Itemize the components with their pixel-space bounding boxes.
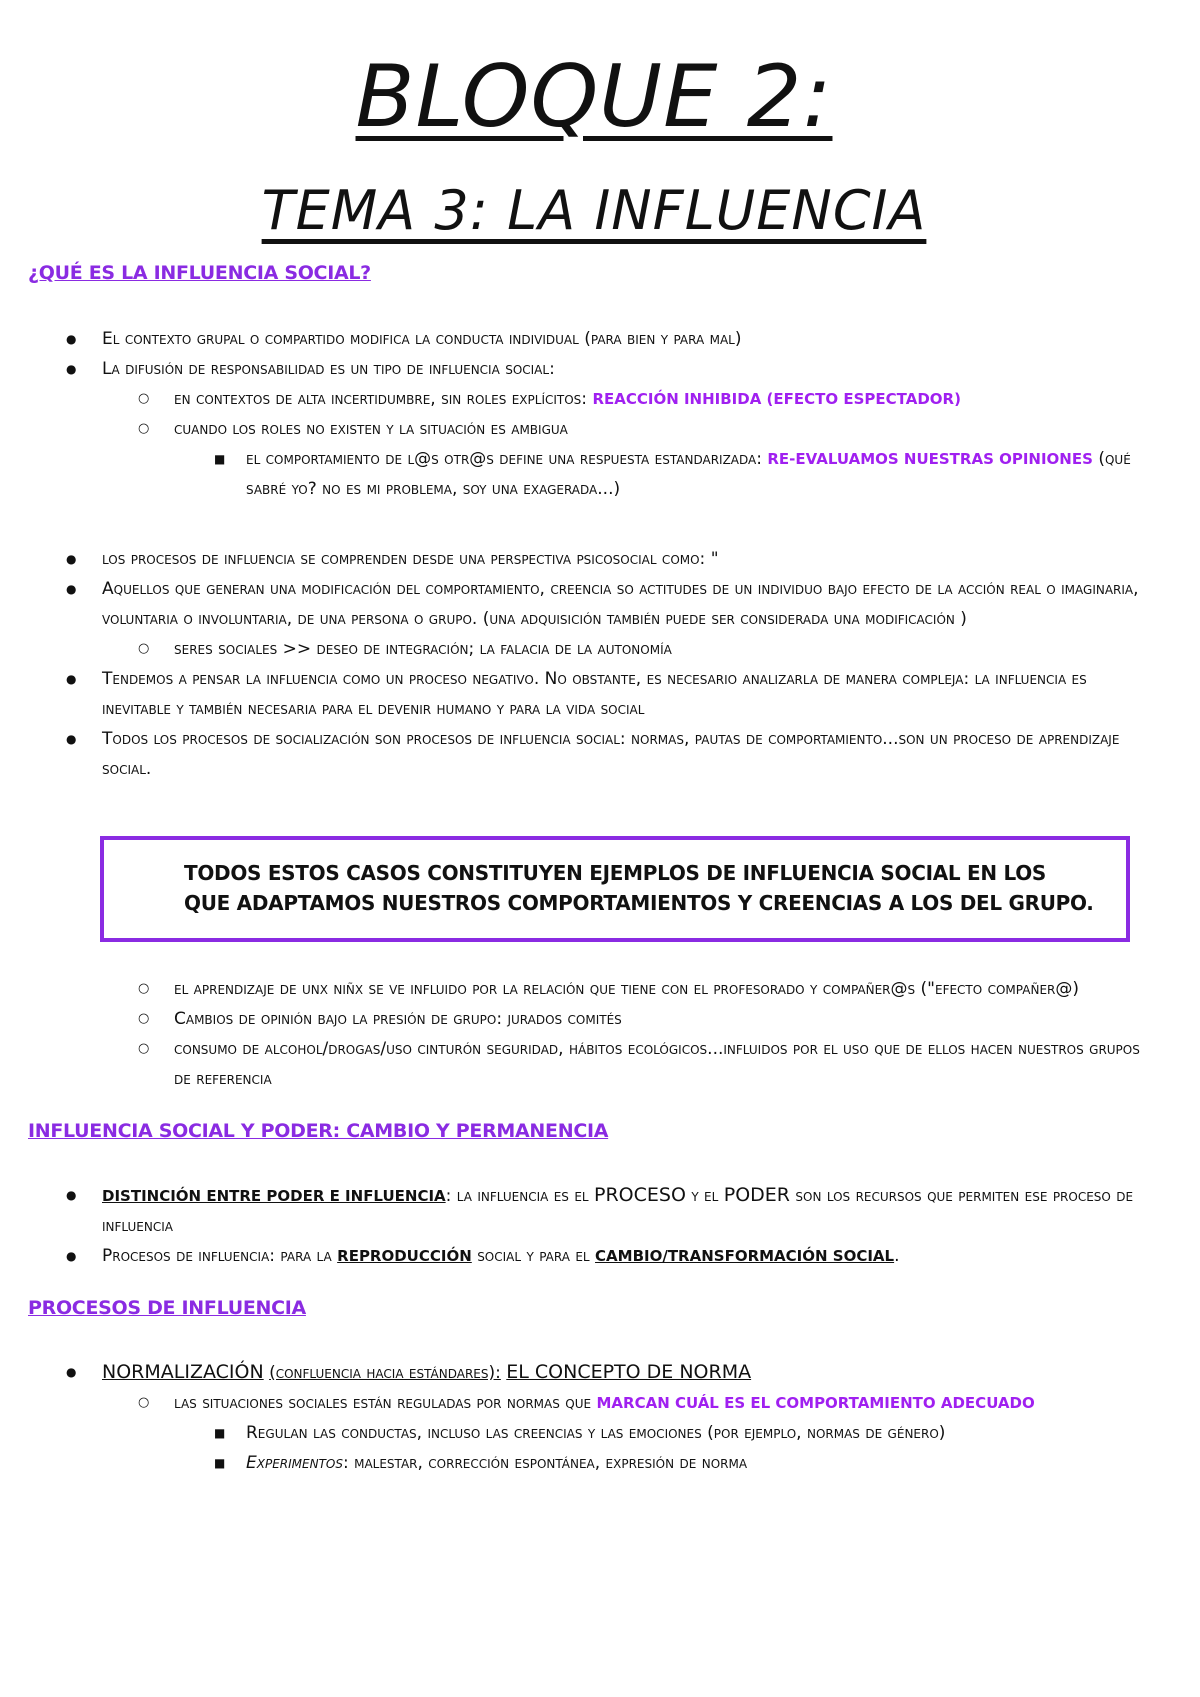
page-subtitle: TEMA 3: LA INFLUENCIA (261, 179, 927, 242)
list-item: ○ el aprendizaje de unx niñx se ve influido por la relación que tiene con el profesorado y compañer@s ("efecto compañer@) (28, 974, 1160, 1004)
list-item: ■ Experimentos: malestar, corrección espontánea, expresión de norma (28, 1448, 1160, 1478)
section-heading-procesos: PROCESOS DE INFLUENCIA (28, 1297, 306, 1319)
list-ejemplos (28, 974, 1160, 1094)
list-influencia-social (28, 324, 1160, 504)
highlight-text: MARCAN CUÁL ES EL COMPORTAMIENTO ADECUADO (596, 1394, 1035, 1412)
list-item: ○ seres sociales >> deseo de integración; la falacia de la autonomía (28, 634, 1160, 664)
list-poder (28, 1180, 1160, 1271)
list-item: ● Todos los procesos de socialización son procesos de influencia social: normas, pautas de comportamiento...son un proceso de aprendizaje social. (28, 724, 1160, 784)
list-item: ○ en contextos de alta incertidumbre, sin roles explícitos: REACCIÓN INHIBIDA (EFECTO ESPECTADOR) (28, 384, 1160, 414)
section-heading-que-es: ¿QUÉ ES LA INFLUENCIA SOCIAL? (28, 262, 371, 284)
page-title: BLOQUE 2: (355, 47, 833, 147)
list-item: ○ las situaciones sociales están reguladas por normas que MARCAN CUÁL ES EL COMPORTAMIENTO ADECUADO (28, 1388, 1160, 1418)
highlight-text: REACCIÓN INHIBIDA (EFECTO ESPECTADOR) (592, 390, 961, 408)
list-procesos (28, 1357, 1160, 1478)
list-item: ● DISTINCIÓN ENTRE PODER E INFLUENCIA: la influencia es el PROCESO y el PODER son los recursos que permiten ese proceso de influencia (28, 1180, 1160, 1241)
list-item: ● los procesos de influencia se comprenden desde una perspectiva psicosocial como: " (28, 544, 1160, 574)
list-item: ○ cuando los roles no existen y la situación es ambigua (28, 414, 1160, 444)
list-item: ○ consumo de alcohol/drogas/uso cinturón seguridad, hábitos ecológicos...influidos por el uso que de ellos hacen nuestros grupos de referencia (28, 1034, 1160, 1094)
list-item: ● Tendemos a pensar la influencia como un proceso negativo. No obstante, es necesario analizarla de manera compleja: la influencia es inevitable y también necesaria para el devenir humano y para la vida social (28, 664, 1160, 724)
list-item: ● La difusión de responsabilidad es un tipo de influencia social: (28, 354, 1160, 384)
list-item: ○ Cambios de opinión bajo la presión de grupo: jurados comités (28, 1004, 1160, 1034)
list-item: ● El contexto grupal o compartido modifica la conducta individual (para bien y para mal) (28, 324, 1160, 354)
list-procesos-definicion (28, 544, 1160, 784)
list-item: ● NORMALIZACIÓN (confluencia hacia estándares): EL CONCEPTO DE NORMA (28, 1357, 1160, 1388)
highlight-box: TODOS ESTOS CASOS CONSTITUYEN EJEMPLOS DE INFLUENCIA SOCIAL EN LOS QUE ADAPTAMOS NUESTROS COMPORTAMIENTOS Y CREENCIAS A LOS DEL GRUPO. (100, 836, 1130, 942)
list-item: ● Aquellos que generan una modificación del comportamiento, creencia so actitudes de un individuo bajo efecto de la acción real o imaginaria, voluntaria o involuntaria, de una persona o grupo. (una adquisición también puede ser considerada una modificación ) (28, 574, 1160, 634)
section-heading-poder: INFLUENCIA SOCIAL Y PODER: CAMBIO Y PERMANENCIA (28, 1120, 609, 1142)
list-item: ● Procesos de influencia: para la REPRODUCCIÓN social y para el CAMBIO/TRANSFORMACIÓN SOCIAL. (28, 1241, 1160, 1271)
highlight-text: RE-EVALUAMOS NUESTRAS OPINIONES (767, 450, 1093, 468)
list-item: ■ el comportamiento de l@s otr@s define una respuesta estandarizada: RE-EVALUAMOS NUESTRAS OPINIONES (qué sabré yo? no es mi problema, soy una exagerada...) (28, 444, 1160, 504)
list-item: ■ Regulan las conductas, incluso las creencias y las emociones (por ejemplo, normas de género) (28, 1418, 1160, 1448)
